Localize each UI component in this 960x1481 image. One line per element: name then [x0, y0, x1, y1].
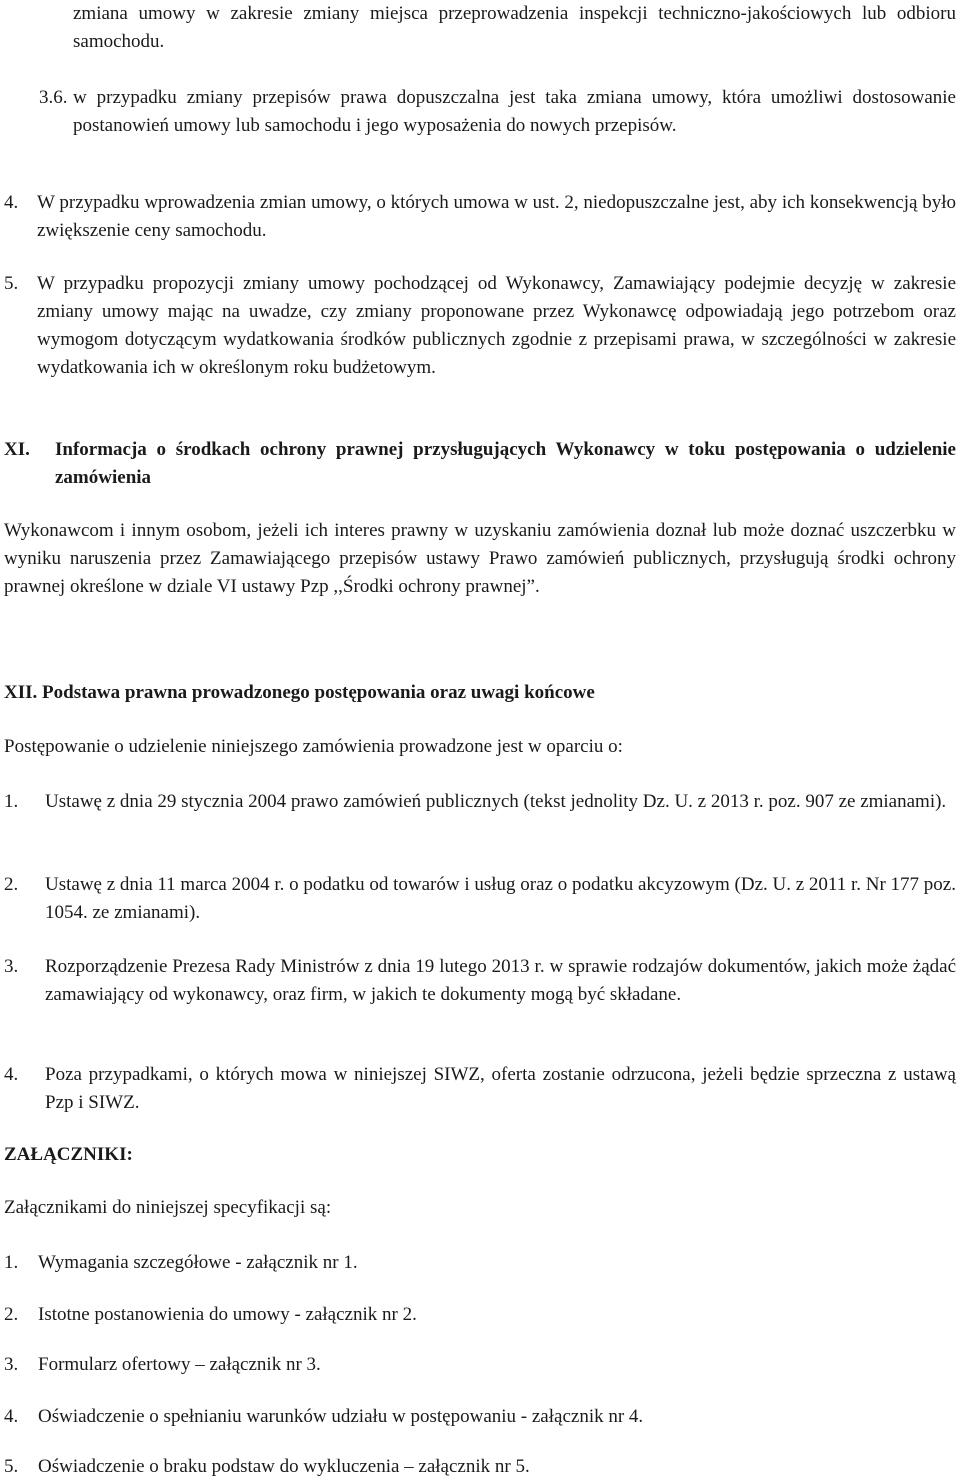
section-heading-xi	[4, 436, 956, 492]
list-item-number: 3.6.	[39, 87, 68, 108]
list-item-3-6	[39, 84, 956, 140]
attachments-heading: ZAŁĄCZNIKI:	[4, 1144, 133, 1165]
section-title: Podstawa prawna prowadzonego postępowania oraz uwagi końcowe	[42, 682, 595, 703]
list-item-5	[4, 270, 956, 382]
list-item-number: 2.	[4, 1304, 19, 1325]
attachments-intro: Załącznikami do niniejszej specyfikacji są:	[4, 1197, 332, 1218]
attachment-item-5	[4, 1453, 956, 1481]
section-number: XI.	[4, 439, 30, 460]
legal-basis-item-1	[4, 788, 956, 816]
list-item-text: Poza przypadkami, o których mowa w niniejszej SIWZ, oferta zostanie odrzucona, jeżeli będzie sprzeczna z ustawą Pzp i SIWZ.	[45, 1064, 956, 1113]
section-xii-intro: Postępowanie o udzielenie niniejszego zamówienia prowadzone jest w oparciu o:	[4, 736, 623, 757]
attachment-item-3	[4, 1351, 956, 1379]
list-item-text: W przypadku propozycji zmiany umowy pochodzącej od Wykonawcy, Zamawiający podejmie decyzję w zakresie zmiany umowy mając na uwadze, czy zmiany proponowane przez Wykonawcę odpowiadają jego potrzebom oraz wymogom dotyczącym wydatkowania środków publicznych zgodnie z przepisami prawa, w szczególności w zakresie wydatkowania ich w określonym roku budżetowym.	[37, 273, 956, 378]
list-item-text: Oświadczenie o spełnianiu warunków udziału w postępowaniu - załącznik nr 4.	[38, 1406, 644, 1427]
attachment-item-4	[4, 1403, 956, 1431]
legal-basis-item-4	[4, 1061, 956, 1117]
section-heading-xii	[4, 679, 956, 707]
list-item-text: Ustawę z dnia 29 stycznia 2004 prawo zamówień publicznych (tekst jednolity Dz. U. z 2013 r. poz. 907 ze zmianami).	[45, 791, 947, 812]
list-item-number: 4.	[4, 192, 19, 213]
list-item-text: Oświadczenie o braku podstaw do wykluczenia – załącznik nr 5.	[38, 1456, 530, 1477]
list-item-text: W przypadku wprowadzenia zmian umowy, o których umowa w ust. 2, niedopuszczalne jest, aby ich konsekwencją było zwiększenie ceny samochodu.	[37, 192, 956, 241]
list-item-number: 5.	[4, 273, 19, 294]
list-item-number: 4.	[4, 1064, 19, 1085]
attachment-item-2	[4, 1301, 956, 1329]
list-item-number: 4.	[4, 1406, 19, 1427]
list-item-text: Rozporządzenie Prezesa Rady Ministrów z dnia 19 lutego 2013 r. w sprawie rodzajów dokumentów, jakich może żądać zamawiający od wykonawcy, oraz firm, w jakich te dokumenty mogą być składane.	[45, 956, 956, 1005]
legal-basis-item-3	[4, 953, 956, 1009]
list-item-number: 5.	[4, 1456, 19, 1477]
section-number: XII.	[4, 682, 38, 703]
list-item-text: Ustawę z dnia 11 marca 2004 r. o podatku od towarów i usług oraz o podatku akcyzowym (Dz. U. z 2011 r. Nr 177 poz. 1054. ze zmianami).	[45, 874, 956, 923]
list-item-number: 1.	[4, 791, 19, 812]
section-xi-body: Wykonawcom i innym osobom, jeżeli ich interes prawny w uzyskaniu zamówienia doznał lub może doznać uszczerbku w wyniku naruszenia przez Zamawiającego przepisów ustawy Prawo zamówień publicznych, przysługują środki ochrony prawnej określone w dziale VI ustawy Pzp ,,Środki ochrony prawnej”.	[4, 520, 956, 597]
list-item-text: Wymagania szczegółowe - załącznik nr 1.	[38, 1252, 358, 1273]
legal-basis-item-2	[4, 871, 956, 927]
list-item-number: 3.	[4, 1354, 19, 1375]
attachment-item-1	[4, 1249, 956, 1277]
list-item-number: 3.	[4, 956, 19, 977]
list-item-number: 1.	[4, 1252, 19, 1273]
list-item-text: w przypadku zmiany przepisów prawa dopuszczalna jest taka zmiana umowy, która umożliwi dostosowanie postanowień umowy lub samochodu i jego wyposażenia do nowych przepisów.	[73, 87, 956, 136]
list-item-text: Istotne postanowienia do umowy - załącznik nr 2.	[38, 1304, 417, 1325]
section-title: Informacja o środkach ochrony prawnej przysługujących Wykonawcy w toku postępowania o udzielenie zamówienia	[55, 439, 956, 488]
list-item-text: Formularz ofertowy – załącznik nr 3.	[38, 1354, 321, 1375]
continuation-text: zmiana umowy w zakresie zmiany miejsca przeprowadzenia inspekcji techniczno-jakościowych lub odbioru samochodu.	[73, 3, 956, 52]
list-item-4	[4, 189, 956, 245]
list-item-number: 2.	[4, 874, 19, 895]
